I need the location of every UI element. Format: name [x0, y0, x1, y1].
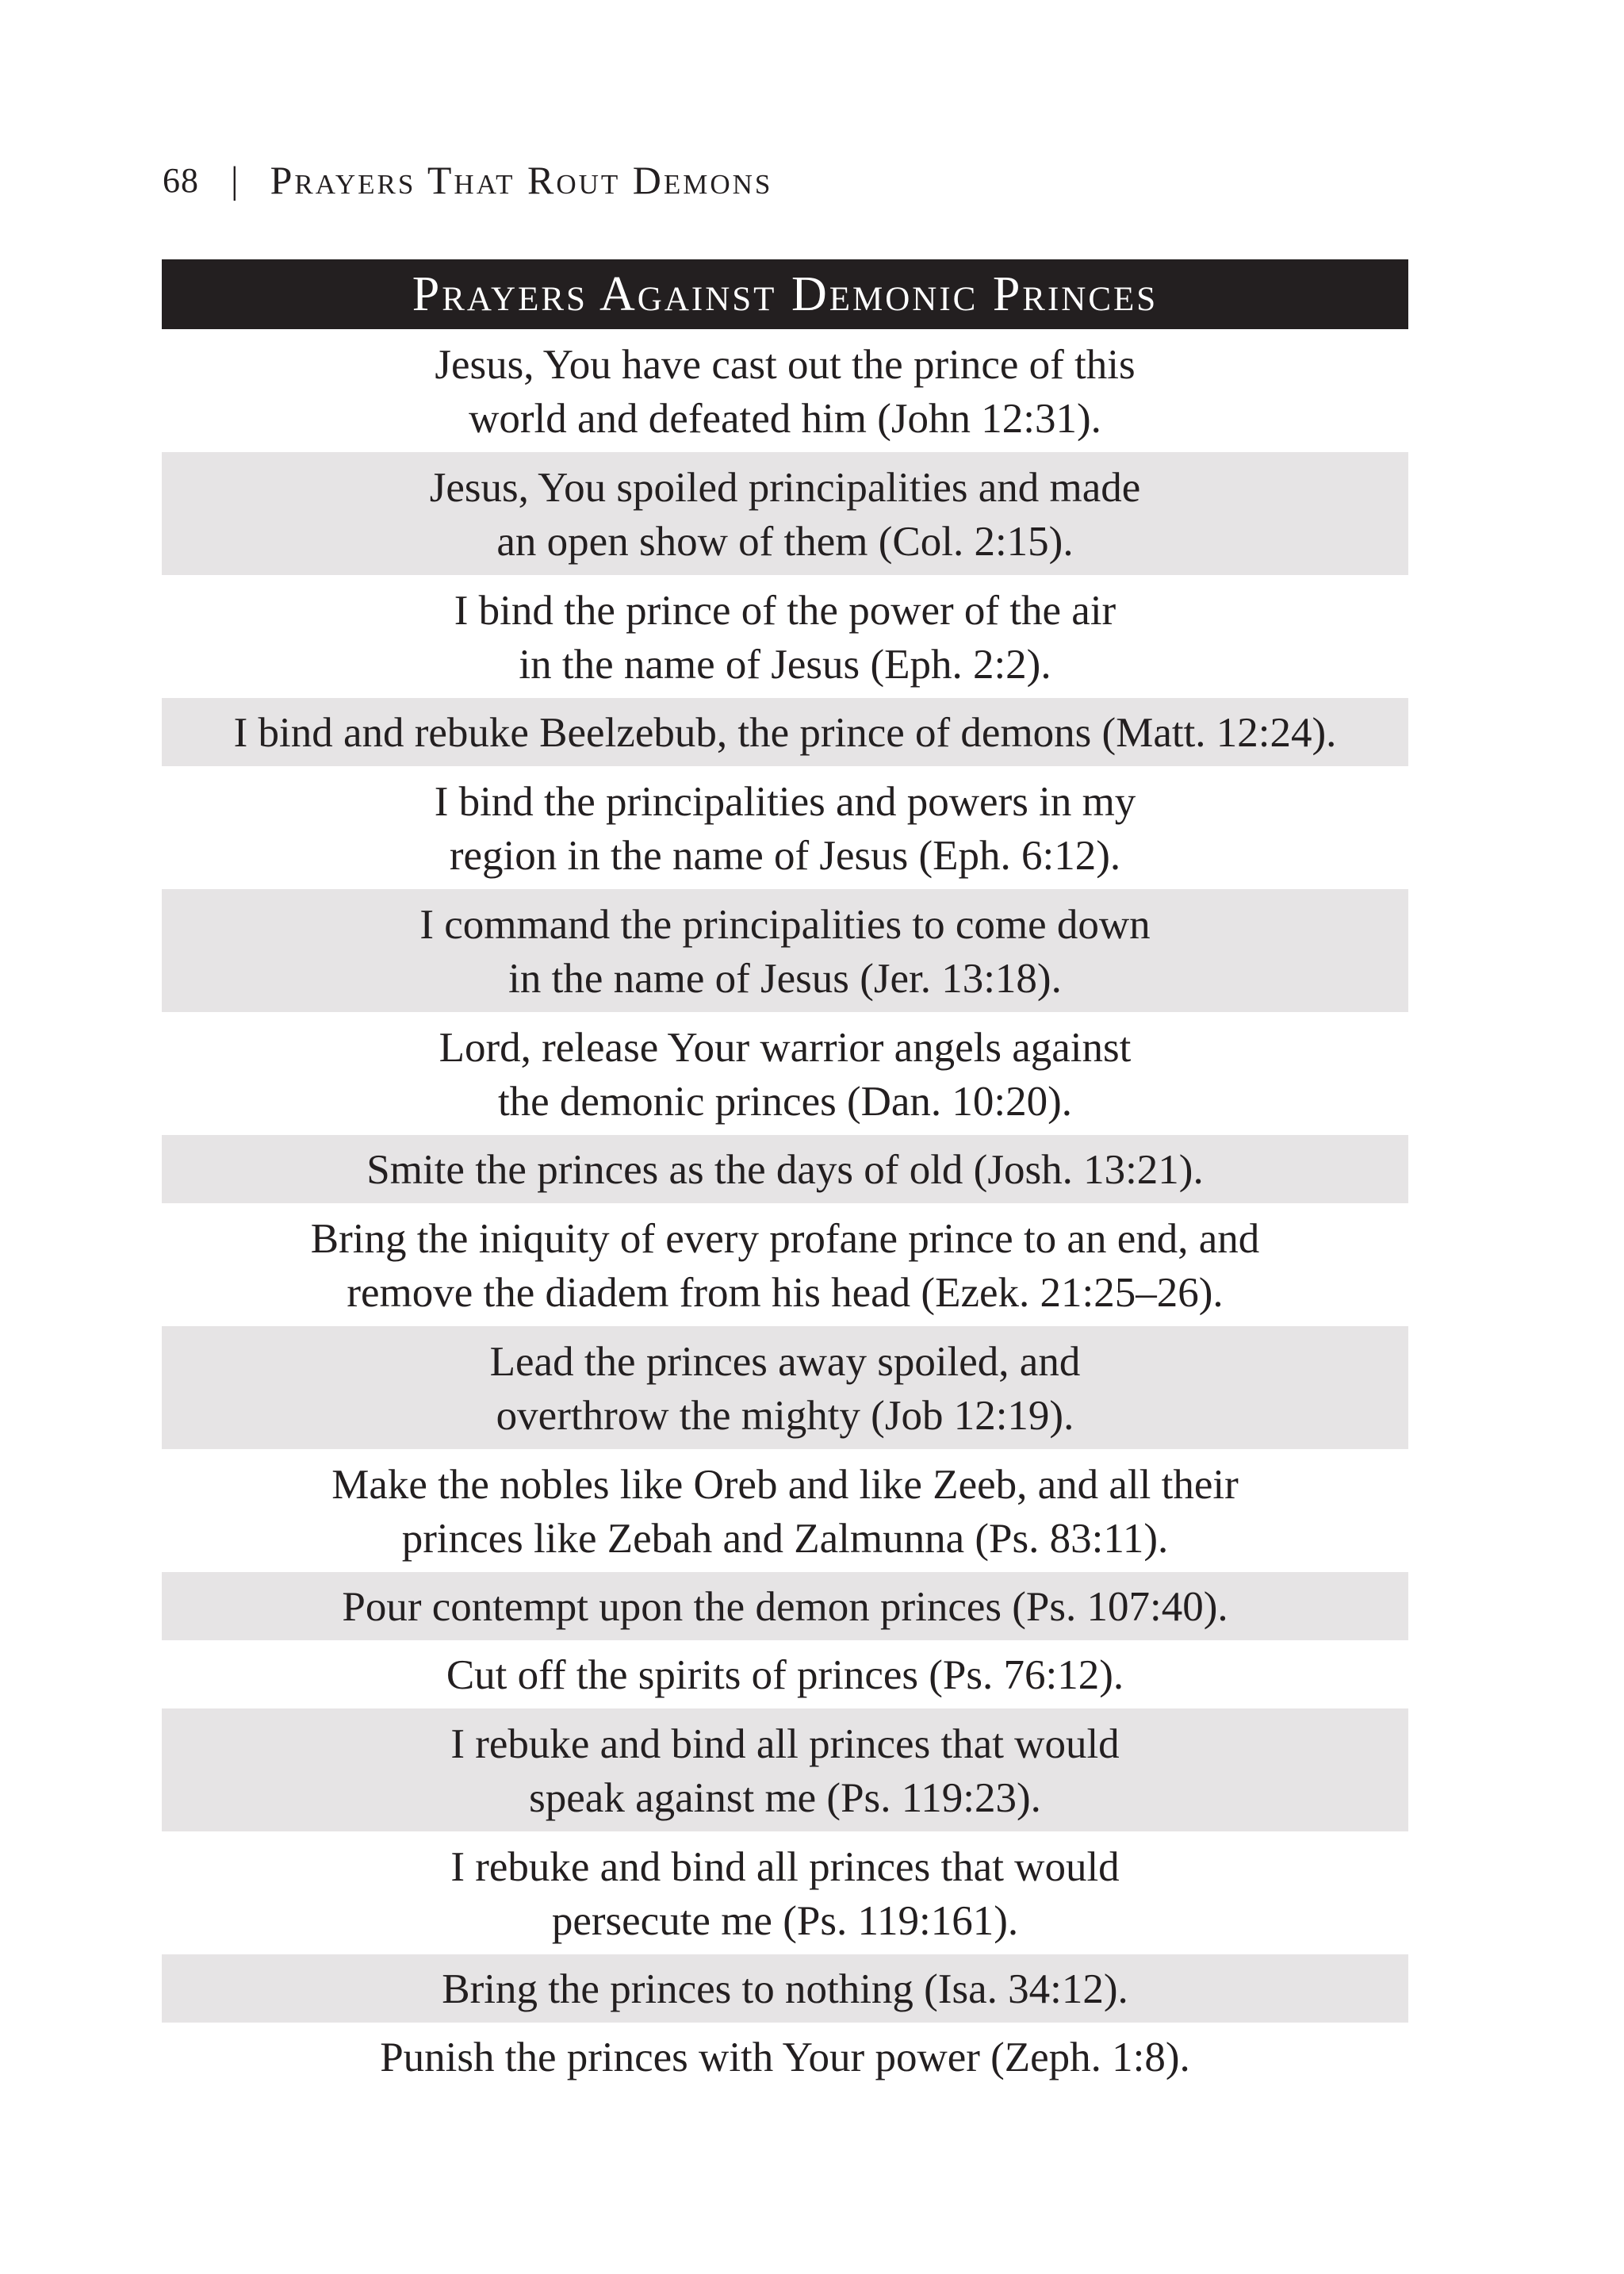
prayer-row: [162, 575, 1408, 698]
prayer-line: world and defeated him (John 12:31).: [469, 395, 1101, 442]
prayer-line: in the name of Jesus (Eph. 2:2).: [519, 641, 1051, 688]
prayer-table: [162, 259, 1408, 2091]
prayer-line: Jesus, You have cast out the prince of this: [435, 341, 1136, 388]
prayer-line: I bind the principalities and powers in my: [434, 778, 1136, 825]
prayer-line: region in the name of Jesus (Eph. 6:12).: [449, 832, 1121, 879]
prayer-row: [162, 1449, 1408, 1572]
prayer-line: Lead the princes away spoiled, and: [489, 1338, 1081, 1385]
prayer-row: [162, 452, 1408, 575]
header-separator: |: [231, 159, 239, 201]
prayer-row: [162, 329, 1408, 452]
prayer-line: Jesus, You spoiled principalities and made: [429, 464, 1141, 511]
prayer-row: [162, 1135, 1408, 1203]
prayer-row: [162, 1572, 1408, 1640]
section-title: Prayers Against Demonic Princes: [162, 259, 1408, 329]
prayer-line: Bring the princes to nothing (Isa. 34:12).: [442, 1966, 1128, 2012]
prayer-row: [162, 1954, 1408, 2023]
prayer-row: [162, 1708, 1408, 1831]
prayer-row: [162, 1203, 1408, 1326]
running-header: [163, 152, 772, 208]
prayer-line: persecute me (Ps. 119:161).: [551, 1897, 1019, 1944]
prayer-line: princes like Zebah and Zalmunna (Ps. 83:11).: [401, 1515, 1169, 1562]
prayer-line: Cut off the spirits of princes (Ps. 76:12).: [446, 1652, 1124, 1698]
prayer-row: [162, 1326, 1408, 1449]
prayer-row: [162, 1831, 1408, 1954]
prayer-line: Punish the princes with Your power (Zeph. 1:8).: [380, 2034, 1190, 2080]
prayer-line: I command the principalities to come down: [419, 901, 1151, 948]
prayer-line: an open show of them (Col. 2:15).: [496, 518, 1074, 565]
prayer-row: [162, 2023, 1408, 2091]
prayer-line: I bind the prince of the power of the air: [454, 587, 1116, 634]
prayer-line: I rebuke and bind all princes that would: [450, 1843, 1120, 1890]
page-number: 68: [163, 160, 199, 200]
prayer-row: [162, 766, 1408, 889]
prayer-row: [162, 1640, 1408, 1708]
prayer-row: [162, 889, 1408, 1012]
prayer-line: the demonic princes (Dan. 10:20).: [497, 1078, 1073, 1125]
prayer-row: [162, 698, 1408, 766]
prayer-line: I rebuke and bind all princes that would: [450, 1720, 1120, 1767]
prayer-line: speak against me (Ps. 119:23).: [529, 1774, 1041, 1821]
prayer-line: Make the nobles like Oreb and like Zeeb, and all their: [331, 1461, 1239, 1508]
prayer-line: in the name of Jesus (Jer. 13:18).: [508, 955, 1062, 1002]
prayer-line: Pour contempt upon the demon princes (Ps. 107:40).: [342, 1584, 1228, 1630]
book-title: Prayers That Rout Demons: [270, 158, 773, 202]
prayer-line: overthrow the mighty (Job 12:19).: [496, 1392, 1074, 1439]
prayer-line: Bring the iniquity of every profane prince to an end, and: [310, 1215, 1260, 1262]
prayer-line: Smite the princes as the days of old (Josh. 13:21).: [366, 1147, 1204, 1193]
prayer-line: I bind and rebuke Beelzebub, the prince of demons (Matt. 12:24).: [233, 710, 1337, 756]
prayer-row: [162, 1012, 1408, 1135]
prayer-line: Lord, release Your warrior angels against: [439, 1024, 1132, 1071]
prayer-line: remove the diadem from his head (Ezek. 21:25–26).: [347, 1269, 1224, 1316]
